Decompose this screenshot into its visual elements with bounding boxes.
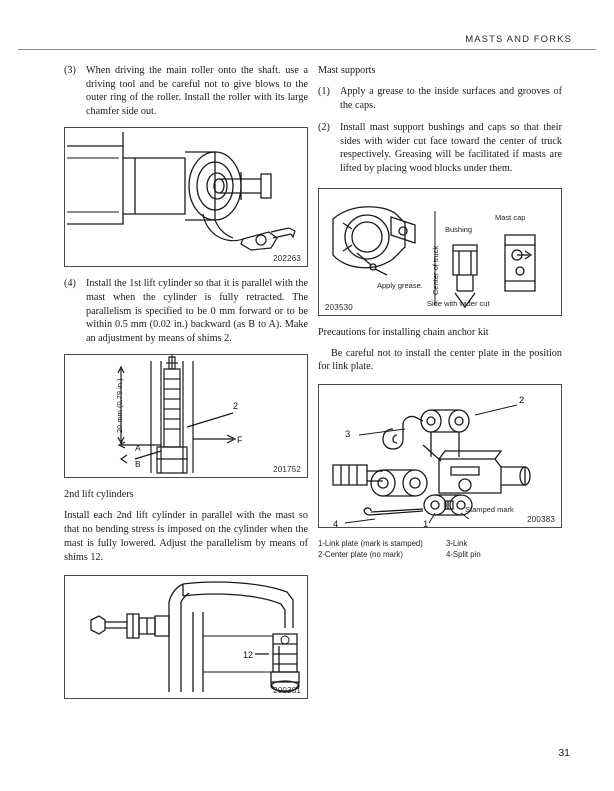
figure-202263-number: 202263 (273, 254, 301, 264)
mast-supports-heading: Mast supports (318, 65, 376, 76)
legend-column-1 (318, 538, 446, 560)
figure-203530-number: 203530 (325, 302, 353, 312)
figure-201752-dimension: 20 mm (0.79 in.) (115, 378, 124, 434)
figure-203530-label-mast-cap: Mast cap (495, 212, 526, 222)
figure-203530-label-apply-grease: Apply grease. (377, 280, 423, 290)
figure-200383-drawing (319, 385, 561, 527)
figure-200381-number: 200381 (273, 685, 301, 695)
figure-200383 (318, 384, 562, 528)
chain-anchor-text: Be careful not to install the center plate in the position for link plate. (318, 347, 562, 373)
figure-201752-label-f: F (237, 435, 243, 446)
legend-item-2: 2-Center plate (no mark) (318, 550, 403, 560)
figure-201752-label-a: A (135, 443, 141, 454)
figure-200383-legend (318, 538, 562, 560)
figure-200383-number: 200383 (527, 515, 555, 525)
figure-203530-label-side-wider-cut: Side with wider cut (427, 298, 490, 308)
figure-200383-callout-3: 3 (345, 429, 351, 441)
header-rule (18, 49, 596, 50)
left-column (64, 64, 308, 709)
figure-200383-callout-4: 4 (333, 519, 339, 528)
mast-item-2-text: Install mast support bushings and caps so that their sides with wider cut face toward the center of truck respectively. Greasing will be facilitated if masts are lifted by placing wood blocks under them. (340, 122, 562, 174)
item-4-number: (4) (64, 278, 76, 290)
second-lift-text: Install each 2nd lift cylinder in parallel with the mast so that no bending stress is imposed on the cylinder when the mast is fully lowered. Adjust the parallelism by means of shims 12. (64, 510, 308, 563)
figure-201752-label-b: B (135, 459, 141, 470)
figure-200381-callout-12: 12 (243, 649, 254, 660)
paragraph-item-3 (64, 64, 308, 118)
figure-201752-drawing (65, 355, 307, 477)
mast-item-2-number: (2) (318, 122, 330, 134)
legend-item-4: 4-Split pin (446, 550, 481, 560)
figure-203530-label-center-of-truck: Center of truck (431, 245, 440, 295)
figure-200383-callout-1: 1 (423, 519, 429, 528)
mast-supports-item-2 (318, 121, 562, 175)
item-4-text: Install the 1st lift cylinder so that it is parallel with the mast when the cylinder is fully retracted. The parallelism is specified to be 0 mm forward or to be within 0.5 mm (0.02 in.) backward (as B to A). Make an adjustment by means of shims 2. (86, 278, 308, 344)
chain-anchor-heading: Precautions for installing chain anchor kit (318, 326, 489, 338)
legend-item-3: 3-Link (446, 539, 468, 549)
mast-item-1-number: (1) (318, 86, 330, 97)
page-number: 31 (558, 747, 570, 759)
legend-column-2 (446, 538, 481, 560)
figure-202263 (64, 127, 308, 267)
item-3-text: When driving the main roller onto the shaft. use a driving tool and be careful not to give blows to the outer ring of the roller. Install the roller with its large chamfer side out. (86, 65, 308, 117)
right-column (318, 64, 562, 560)
item-3-number: (3) (64, 65, 76, 76)
figure-200381 (64, 575, 308, 699)
figure-200383-label-stamped-mark: Stamped mark (465, 505, 514, 515)
figure-203530-label-bushing: Bushing (445, 224, 473, 234)
second-lift-heading: 2nd lift cylinders (64, 489, 134, 501)
mast-item-1-text: Apply a grease to the inside surfaces and grooves of the caps. (340, 86, 562, 111)
page-header: MASTS AND FORKS (465, 34, 572, 45)
figure-201752-callout-2: 2 (233, 401, 239, 412)
legend-item-1: 1-Link plate (mark is stamped) (318, 539, 423, 549)
figure-201752-number: 201752 (273, 465, 301, 475)
figure-203530 (318, 188, 562, 316)
figure-200383-callout-2: 2 (519, 395, 525, 407)
figure-200381-drawing (65, 576, 307, 698)
paragraph-item-4 (64, 277, 308, 345)
mast-supports-item-1 (318, 85, 562, 112)
figure-201752 (64, 354, 308, 478)
figure-202263-drawing (65, 128, 307, 266)
figure-203530-drawing (319, 189, 561, 315)
